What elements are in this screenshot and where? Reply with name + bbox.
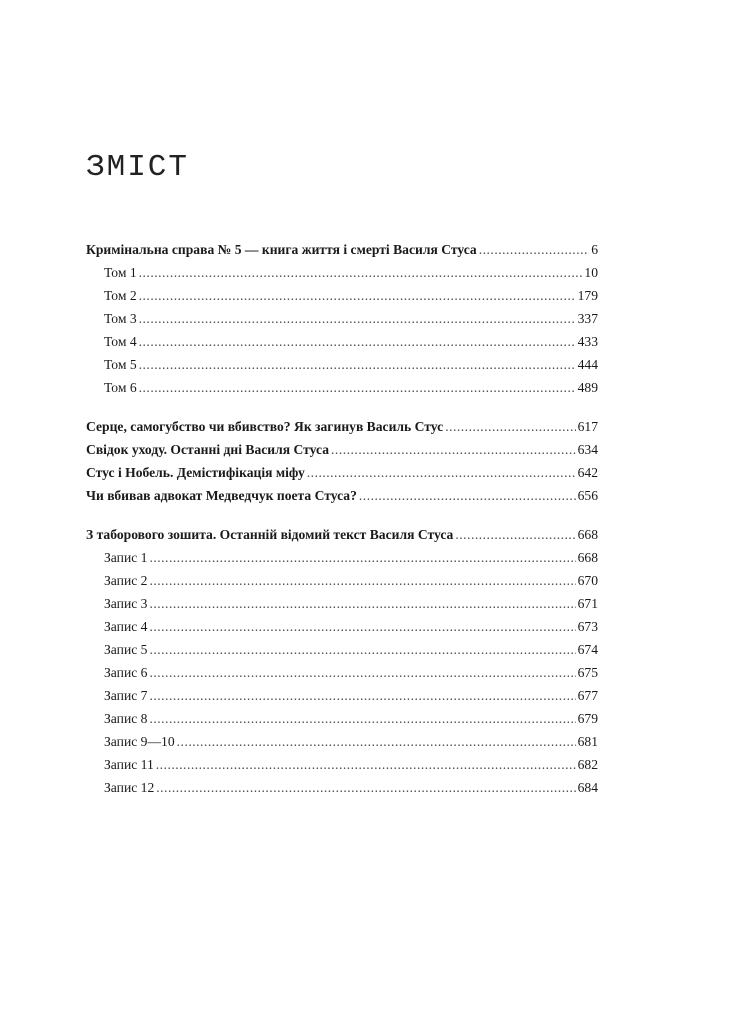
entry-title: Запис 11 [104,757,154,772]
dot-leader [307,461,576,484]
entry-page: 444 [577,357,598,372]
entry-page: 675 [577,665,598,680]
toc-group-1 [86,238,598,399]
entry-title: Том 5 [104,357,137,372]
toc-entry-sub[interactable] [86,569,598,592]
dot-leader [149,615,575,638]
entry-page: 656 [577,488,598,503]
entry-page: 677 [577,688,598,703]
entry-page: 674 [577,642,598,657]
dot-leader [331,438,576,461]
entry-page: 10 [584,265,598,280]
dot-leader [149,661,575,684]
dot-leader [156,753,576,776]
entry-title: Запис 2 [104,573,148,588]
entry-title: Запис 4 [104,619,148,634]
toc-entry-sub[interactable] [86,684,598,707]
toc-entry-main[interactable] [86,238,598,261]
entry-title: Том 6 [104,380,137,395]
dot-leader [479,238,589,261]
toc-entry-sub[interactable] [86,730,598,753]
toc-entry-sub[interactable] [86,261,598,284]
entry-title: З таборового зошита. Останній відомий текст Василя Стуса [86,527,454,542]
entry-title: Том 1 [104,265,137,280]
dot-leader [149,592,575,615]
entry-page: 682 [577,757,598,772]
entry-title: Том 3 [104,311,137,326]
dot-leader [359,484,576,507]
dot-leader [139,307,576,330]
entry-title: Запис 9—10 [104,734,175,749]
toc-entry-sub[interactable] [86,353,598,376]
toc-entry-sub[interactable] [86,661,598,684]
dot-leader [156,776,575,799]
entry-title: Том 4 [104,334,137,349]
entry-title: Запис 12 [104,780,155,795]
dot-leader [149,707,575,730]
toc-entry-sub[interactable] [86,753,598,776]
entry-page: 337 [577,311,598,326]
entry-title: Чи вбивав адвокат Медведчук поета Стуса? [86,488,357,503]
dot-leader [445,415,575,438]
entry-page: 668 [577,527,598,542]
entry-title: Запис 6 [104,665,148,680]
entry-page: 489 [577,380,598,395]
entry-title: Свідок уходу. Останні дні Василя Стуса [86,442,330,457]
toc-entry-sub[interactable] [86,592,598,615]
entry-page: 670 [577,573,598,588]
entry-page: 617 [577,419,598,434]
toc-entry-sub[interactable] [86,330,598,353]
entry-title: Запис 5 [104,642,148,657]
entry-title: Запис 1 [104,550,148,565]
entry-title: Стус і Нобель. Демістифікація міфу [86,465,305,480]
dot-leader [149,684,575,707]
toc-group-2 [86,415,598,507]
toc-entry-sub[interactable] [86,707,598,730]
entry-title: Том 2 [104,288,137,303]
toc-entry-main[interactable] [86,523,598,546]
entry-page: 433 [577,334,598,349]
entry-page: 642 [577,465,598,480]
toc-entry-sub[interactable] [86,638,598,661]
dot-leader [139,353,576,376]
dot-leader [149,569,575,592]
entry-title: Запис 8 [104,711,148,726]
dot-leader [149,638,575,661]
entry-page: 684 [577,780,598,795]
entry-page: 634 [577,442,598,457]
table-of-contents [86,238,598,799]
entry-title: Серце, самогубство чи вбивство? Як загинув Василь Стус [86,419,444,434]
toc-entry-sub[interactable] [86,284,598,307]
entry-page: 668 [577,550,598,565]
toc-group-3 [86,523,598,799]
entry-page: 679 [577,711,598,726]
entry-title: Запис 3 [104,596,148,611]
dot-leader [177,730,576,753]
entry-page: 179 [577,288,598,303]
toc-entry-sub[interactable] [86,546,598,569]
toc-entry-main[interactable] [86,415,598,438]
toc-entry-main[interactable] [86,438,598,461]
toc-entry-main[interactable] [86,461,598,484]
dot-leader [139,261,583,284]
dot-leader [139,284,576,307]
entry-title: Кримінальна справа № 5 — книга життя і смерті Василя Стуса [86,242,477,257]
toc-entry-sub[interactable] [86,776,598,799]
dot-leader [139,376,576,399]
page-title: ЗМІСТ [86,150,190,185]
dot-leader [455,523,575,546]
dot-leader [149,546,575,569]
entry-page: 681 [577,734,598,749]
toc-entry-sub[interactable] [86,307,598,330]
entry-page: 6 [591,242,598,257]
entry-page: 671 [577,596,598,611]
dot-leader [139,330,576,353]
entry-page: 673 [577,619,598,634]
toc-entry-sub[interactable] [86,376,598,399]
toc-entry-main[interactable] [86,484,598,507]
entry-title: Запис 7 [104,688,148,703]
toc-entry-sub[interactable] [86,615,598,638]
